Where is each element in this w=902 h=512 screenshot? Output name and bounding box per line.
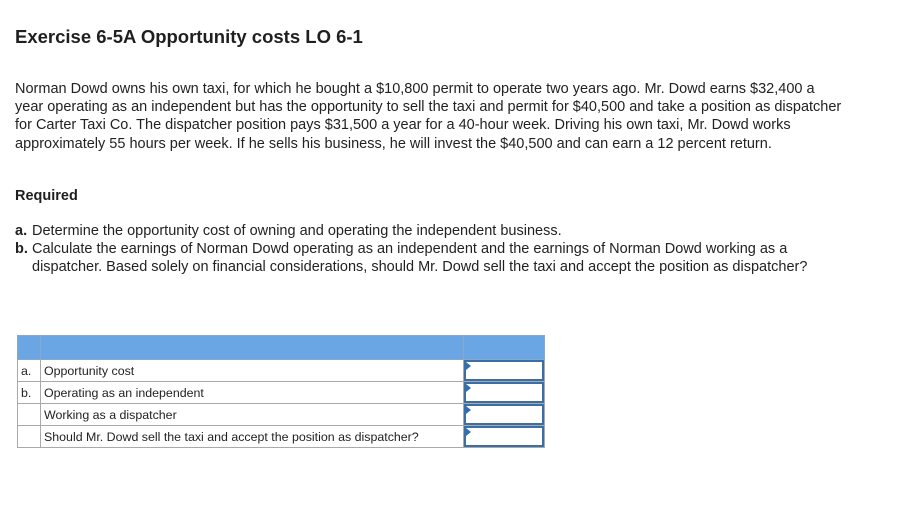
requirement-text: Calculate the earnings of Norman Dowd operating as an independent and the earnings of Norman Dowd working as a dispatcher. Based solely on financial considerations, should Mr. Dowd sell the taxi and accept the position as dispatcher? [32,241,808,276]
row-label: Working as a dispatcher [41,404,464,426]
row-label: Should Mr. Dowd sell the taxi and accept the position as dispatcher? [41,426,464,448]
requirement-letter: b. [15,241,28,258]
row-letter: a. [18,360,41,382]
required-heading: Required [15,188,78,204]
row-letter: b. [18,382,41,404]
header-cell [464,336,545,360]
independent-earnings-input[interactable] [466,384,542,401]
answer-input-box [464,382,544,403]
requirement-b [15,240,845,276]
dispatcher-earnings-input[interactable] [466,406,542,423]
requirements-list [15,222,845,277]
header-cell [41,336,464,360]
requirement-text: Determine the opportunity cost of owning and operating the independent business. [32,223,562,239]
answer-input-box [464,360,544,381]
answer-input-box [464,404,544,425]
requirement-a [15,222,845,240]
answer-cell [464,404,545,426]
header-cell [18,336,41,360]
sell-decision-input[interactable] [466,428,542,445]
answer-input-box [464,426,544,447]
opportunity-cost-input[interactable] [466,362,542,379]
answer-cell [464,382,545,404]
dropdown-triangle-icon[interactable] [466,384,471,392]
dropdown-triangle-icon[interactable] [466,428,471,436]
row-label: Operating as an independent [41,382,464,404]
row-letter [18,404,41,426]
dropdown-triangle-icon[interactable] [466,362,471,370]
table-row [18,382,545,404]
table-header-row [18,336,545,360]
table-row [18,360,545,382]
row-letter [18,426,41,448]
answer-table [17,335,545,448]
problem-text: Norman Dowd owns his own taxi, for which he bought a $10,800 permit to operate two years ago. Mr. Dowd earns $32,400 a year operating as an independent but has the opportunity to sell the taxi and permit for $40,500 and take a position as dispatcher for Carter Taxi Co. The dispatcher position pays $31,500 a year for a 40-hour week. Driving his own taxi, Mr. Dowd works approximately 55 hours per week. If he sells his business, he will invest the $40,500 and can earn a 12 percent return. [15,81,842,152]
answer-cell [464,426,545,448]
row-label: Opportunity cost [41,360,464,382]
answer-cell [464,360,545,382]
table-row [18,426,545,448]
requirement-letter: a. [15,223,28,239]
dropdown-triangle-icon[interactable] [466,406,471,414]
exercise-title: Exercise 6-5A Opportunity costs LO 6-1 [15,26,363,47]
table-row [18,404,545,426]
